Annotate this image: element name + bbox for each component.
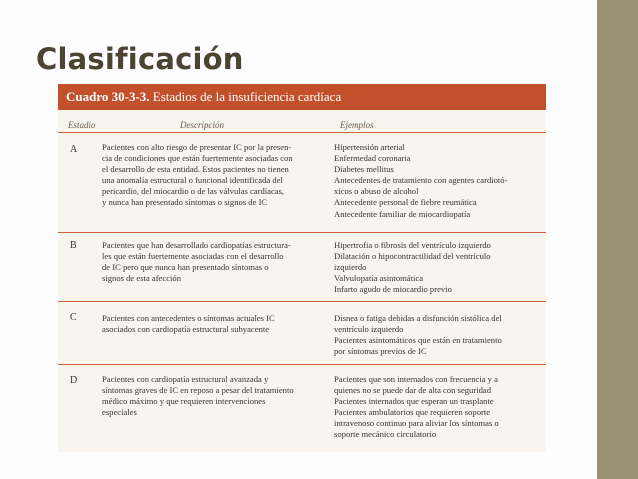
text-line: Pacientes asintomáticos que están en tratamiento [334,335,502,346]
text-line: intravenoso continuo para aliviar los síntomas o [334,418,499,429]
row-divider [58,301,546,302]
caption-number: Cuadro 30-3-3. [66,89,150,104]
stage-label: C [70,312,77,323]
text-line: y nunca han presentado síntomas o signos de IC [102,197,268,208]
text-line: Pacientes con alto riesgo de presentar IC por la presen- [102,142,292,152]
text-line: soporte mecánico circulatorio [334,429,437,440]
text-line: Valvulopatía asintomática [334,273,424,284]
text-line: xicos o abuso de alcohol [334,186,419,197]
stage-d-examples [334,374,499,441]
text-line: les que están fuertemente asociadas con el desarrollo [102,251,284,262]
text-line: Pacientes con antecedentes o síntomas actuales IC [102,313,275,323]
table-image [58,84,546,452]
text-line: cia de condiciones que están fuertemente asociadas con [102,153,293,164]
header-rule [58,132,546,133]
text-line: Infarto agudo de miocardio previo [334,284,452,295]
stage-label: B [70,240,77,251]
stage-c-description [102,313,275,335]
text-line: signos de esta afección [102,273,181,284]
text-line: Diabetes mellitus [334,164,394,175]
text-line: Pacientes con cardiopatía estructural avanzada y [102,374,269,384]
stage-a-description [102,142,293,209]
slide-title: Clasificación [36,42,244,76]
text-line: médico máximo y que requieren intervenciones [102,396,266,407]
text-line: Hipertensión arterial [334,142,405,152]
text-line: síntomas graves de IC en reposo a pesar del tratamiento [102,385,294,396]
row-divider [58,364,546,365]
caption-text: Estadios de la insuficiencia cardíaca [152,89,342,104]
table-caption-bar [58,84,546,110]
column-header-stage: Estadio [68,120,96,130]
stage-d-description [102,374,294,418]
stage-b-examples [334,240,491,295]
stage-b-description [102,240,291,284]
text-line: Antecedentes de tratamiento con agentes cardiotó- [334,175,508,186]
text-line: Pacientes que han desarrollado cardiopatías estructura- [102,240,291,250]
text-line: ventrículo izquierdo [334,324,404,335]
text-line: Pacientes que son internados con frecuencia y a [334,374,498,384]
text-line: una anomalía estructural o funcional identificada del [102,175,283,186]
stage-label: D [70,375,78,386]
text-line: Antecedente personal de fiebre reumática [334,197,477,208]
text-line: Antecedente familiar de miocardiopatía [334,208,471,219]
slide-sidebar-bar [597,0,638,479]
text-line: Disnea o fatiga debidas a disfunción sistólica del [334,313,502,323]
text-line: asociados con cardiopatía estructural subyacente [102,324,270,335]
column-header-description: Descripción [180,120,224,130]
text-line: Enfermedad coronaria [334,153,411,164]
text-line: Pacientes internados que esperan un trasplante [334,396,494,407]
text-line: Hipertrofia o fibrosis del ventrículo izquierdo [334,240,491,250]
column-header-examples: Ejemplos [340,120,374,130]
text-line: pericardio, del miocardio o de las válvulas cardíacas, [102,186,285,197]
row-divider [58,232,546,233]
stage-label: A [70,144,78,155]
table-caption [66,89,341,105]
stage-a-examples [334,142,507,220]
text-line: por síntomas previos de IC [334,346,427,357]
text-line: de IC pero que nunca han presentado síntomas o [102,262,269,273]
text-line: el desarrollo de esta entidad. Estos pacientes no tienen [102,164,289,175]
text-line: izquierdo [334,262,367,273]
text-line: quienes no se puede dar de alta con seguridad [334,385,492,396]
text-line: especiales [102,407,137,418]
stage-c-examples [334,313,502,357]
text-line: Dilatación o hipocontractilidad del ventrículo [334,251,491,262]
text-line: Pacientes ambulatorios que requieren soporte [334,407,491,418]
